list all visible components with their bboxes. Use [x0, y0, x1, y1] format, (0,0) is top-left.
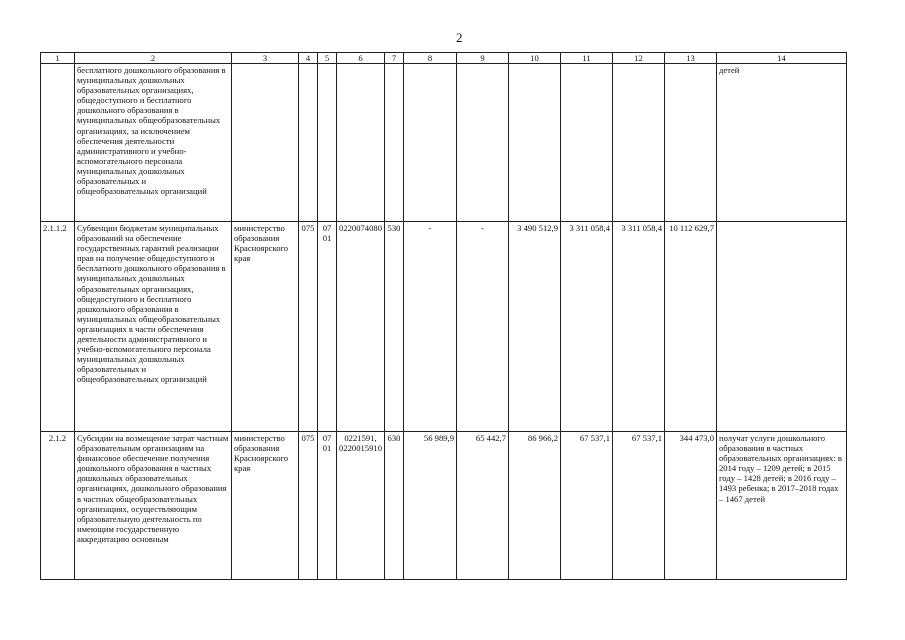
cell-value: 67 537,1	[561, 432, 613, 580]
cell-value	[509, 64, 561, 222]
table-row	[41, 64, 847, 222]
cell-value: 344 473,0	[665, 432, 717, 580]
col-header-3: 3	[232, 53, 299, 64]
cell-value: 3 490 512,9	[509, 222, 561, 432]
cell-vr: 530	[385, 222, 404, 432]
cell-value: -	[457, 222, 509, 432]
cell-value: 3 311 058,4	[561, 222, 613, 432]
cell-csr: 0221591, 0220015910	[337, 432, 385, 580]
cell-csr: 0220074080	[337, 222, 385, 432]
col-header-13: 13	[665, 53, 717, 64]
cell-rzpr: 07 01	[318, 222, 337, 432]
col-header-1: 1	[41, 53, 75, 64]
cell-grbs	[299, 64, 318, 222]
cell-number: 2.1.2	[41, 432, 75, 580]
column-number-row	[41, 53, 847, 64]
cell-grbs: 075	[299, 432, 318, 580]
col-header-10: 10	[509, 53, 561, 64]
cell-result: детей	[717, 64, 847, 222]
cell-csr	[337, 64, 385, 222]
col-header-8: 8	[404, 53, 457, 64]
cell-value: 86 966,2	[509, 432, 561, 580]
cell-value: 56 989,9	[404, 432, 457, 580]
col-header-14: 14	[717, 53, 847, 64]
cell-value	[561, 64, 613, 222]
cell-vr	[385, 64, 404, 222]
cell-value	[665, 64, 717, 222]
cell-administrator: министерство образования Красноярского края	[232, 222, 299, 432]
page-number: 2	[456, 30, 463, 45]
cell-value: 65 442,7	[457, 432, 509, 580]
col-header-4: 4	[299, 53, 318, 64]
cell-result	[717, 222, 847, 432]
cell-vr: 630	[385, 432, 404, 580]
cell-value: 67 537,1	[613, 432, 665, 580]
cell-administrator: министерство образования Красноярского края	[232, 432, 299, 580]
cell-value	[404, 64, 457, 222]
col-header-6: 6	[337, 53, 385, 64]
cell-result: получат услуги дошкольного образования в частных образовательных организациях: в 2014 году – 1209 детей; в 2015 году – 1428 детей; в 2016 году – 1493 ребенка; в 2017–2018 годах – 1467 детей	[717, 432, 847, 580]
cell-value: 3 311 058,4	[613, 222, 665, 432]
cell-measure-name: Субсидии на возмещение затрат частным образовательным организациям на финансовое обеспечение получения дошкольного образования в частных дошкольных образовательных организациях, дошкольного образования в частных общеобразовательных организациях, осуществляющим образовательную деятельность по имеющим государственную аккредитацию основным	[75, 432, 232, 580]
col-header-12: 12	[613, 53, 665, 64]
cell-value	[457, 64, 509, 222]
program-table	[40, 52, 847, 580]
col-header-9: 9	[457, 53, 509, 64]
col-header-11: 11	[561, 53, 613, 64]
col-header-5: 5	[318, 53, 337, 64]
cell-grbs: 075	[299, 222, 318, 432]
cell-measure-name: Субвенции бюджетам муниципальных образований на обеспечение государственных гарантий реализации прав на получение общедоступного и бесплатного дошкольного образования в муниципальных дошкольных образовательных организациях, общедоступного и бесплатного дошкольного образования в муниципальных общеобразовательных организациях в части обеспечения деятельности административного и учебно-вспомогательного персонала муниципальных дошкольных образовательных и общеобразовательных организаций	[75, 222, 232, 432]
cell-value: -	[404, 222, 457, 432]
cell-number	[41, 64, 75, 222]
col-header-2: 2	[75, 53, 232, 64]
cell-rzpr: 07 01	[318, 432, 337, 580]
table-row	[41, 222, 847, 432]
cell-administrator	[232, 64, 299, 222]
cell-rzpr	[318, 64, 337, 222]
cell-value	[613, 64, 665, 222]
cell-number: 2.1.1.2	[41, 222, 75, 432]
cell-value: 10 112 629,7	[665, 222, 717, 432]
col-header-7: 7	[385, 53, 404, 64]
table-row	[41, 432, 847, 580]
cell-measure-name: бесплатного дошкольного образования в муниципальных дошкольных образовательных организациях, общедоступного и бесплатного дошкольного образования в муниципальных общеобразовательных организациях, за исключением обеспечения деятельности административного и учебно-вспомогательного персонала муниципальных дошкольных образовательных и общеобразовательных организаций	[75, 64, 232, 222]
